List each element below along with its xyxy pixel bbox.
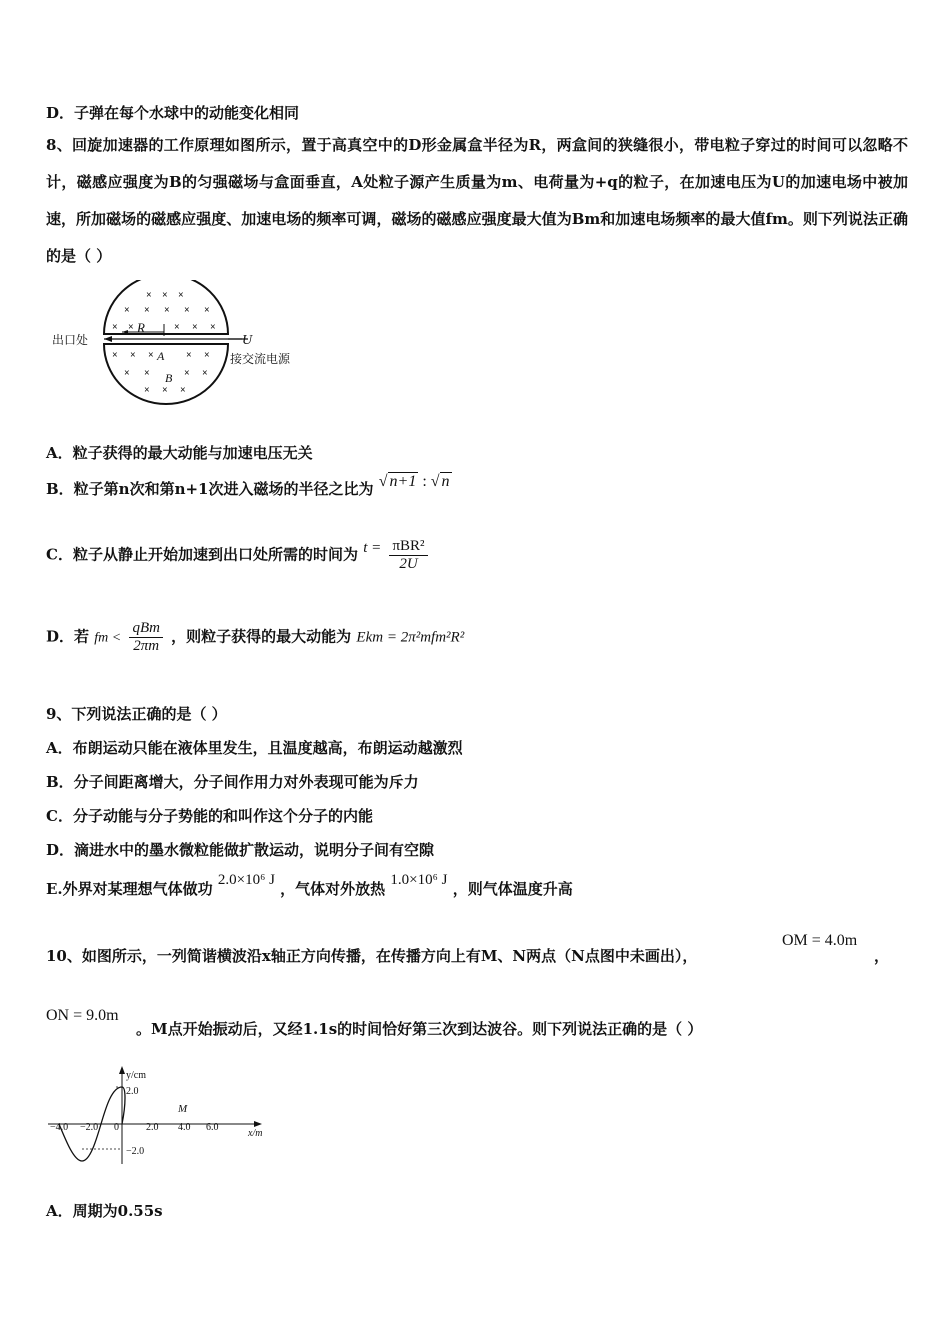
y-axis-label: y/cm xyxy=(126,1070,146,1081)
svg-text:×: × xyxy=(210,322,216,333)
heat-value: 1.0×10⁶ J xyxy=(390,872,448,888)
q10-stem-part2: 。M点开始振动后，又经1.1s的时间恰好第三次到达波谷。则下列说法正确的是（ ） xyxy=(136,1020,703,1038)
svg-text:×: × xyxy=(162,385,168,396)
q8-option-d: D．若 fm < $\frac{\text{qBm}}{2\pi m}$ ，则粒子获得的最大动能为 Ekm = 2π²mfm²R² xyxy=(46,620,465,654)
y-min-label: −2.0 xyxy=(126,1146,145,1157)
svg-text:×: × xyxy=(204,350,210,361)
q7-option-d: D．子弹在每个水球中的动能变化相同 xyxy=(46,104,300,122)
svg-text:×: × xyxy=(174,322,180,333)
svg-text:×: × xyxy=(192,322,198,333)
q10-stem-part1: 10、如图所示，一列简谐横波沿x轴正方向传播，在传播方向上有M、N两点（N点图中未画出）， xyxy=(46,947,698,965)
q8-option-b: B．粒子第n次和第n+1次进入磁场的半径之比为 √ n+1 : √ n xyxy=(46,473,450,498)
ac-source-label: 接交流电源 xyxy=(230,352,291,366)
q8-option-c: C．粒子从静止开始加速到出口处所需的时间为 t = $\frac{\text{πBR²}}{2U}$ xyxy=(46,538,431,573)
q8-stem: 8、回旋加速器的工作原理如图所示，置于高真空中的D形金属盒半径为R，两盒间的狭缝很小，带电粒子穿过的时间可以忽略不计，磁感应强度为B的匀强磁场与盒面垂直，A处粒子源产生质量为m、电荷量为+q的粒子，在加速电压为U的加速电场中被加速，所加磁场的磁感应强度、加速电场的频率可调，磁场的磁感应强度最大值为Bm和加速电场频率的最大值fm。则下列说法正确的是（ ） xyxy=(46,136,908,265)
point-m-label: M xyxy=(178,1103,188,1115)
svg-text:×: × xyxy=(144,368,150,379)
svg-text:×: × xyxy=(146,290,152,301)
om-distance: OM = 4.0m xyxy=(782,932,858,949)
svg-text:×: × xyxy=(112,350,118,361)
svg-text:×: × xyxy=(144,385,150,396)
svg-text:×: × xyxy=(202,368,208,379)
x-tick: 0 xyxy=(114,1122,119,1133)
x-tick: 6.0 xyxy=(206,1122,219,1133)
svg-text:×: × xyxy=(180,385,186,396)
x-tick: −4.0 xyxy=(50,1122,69,1133)
q9-option-b: B．分子间距离增大，分子间作用力对外表现可能为斥力 xyxy=(46,773,419,791)
svg-text:×: × xyxy=(162,290,168,301)
svg-text:×: × xyxy=(186,350,192,361)
svg-text:×: × xyxy=(124,368,130,379)
x-tick: 4.0 xyxy=(178,1122,191,1133)
x-tick: 2.0 xyxy=(146,1122,159,1133)
svg-text:×: × xyxy=(204,305,210,316)
wave-graph xyxy=(46,1064,276,1169)
q10-option-a: A．周期为0.55s xyxy=(46,1202,163,1220)
svg-text:×: × xyxy=(148,350,154,361)
svg-text:×: × xyxy=(184,305,190,316)
svg-text:×: × xyxy=(178,290,184,301)
svg-text:×: × xyxy=(112,322,118,333)
q9-option-e: E.外界对某理想气体做功 2.0×10⁶ J ，气体对外放热 1.0×10⁶ J ，则气体温度升高 xyxy=(46,872,573,898)
svg-text:×: × xyxy=(164,305,170,316)
q8-option-a: A．粒子获得的最大动能与加速电压无关 xyxy=(46,444,313,462)
q9-option-c: C．分子动能与分子势能的和叫作这个分子的内能 xyxy=(46,807,373,825)
exit-label: 出口处 xyxy=(52,333,89,347)
x-tick: −2.0 xyxy=(80,1122,99,1133)
voltage-u-label: U xyxy=(242,333,253,348)
svg-text:×: × xyxy=(130,350,136,361)
svg-text:×: × xyxy=(144,305,150,316)
max-kinetic-energy-formula: Ekm = 2π²mfm²R² xyxy=(356,629,465,646)
svg-text:×: × xyxy=(124,305,130,316)
time-formula: $\frac{\text{πBR²}}{2U}$ xyxy=(389,538,427,573)
on-distance: ON = 9.0m xyxy=(46,1007,119,1024)
frequency-condition-formula: $\frac{\text{qBm}}{2\pi m}$ xyxy=(129,620,163,655)
source-a-label: A xyxy=(157,349,165,363)
q9-option-d: D．滴进水中的墨水微粒能做扩散运动，说明分子间有空隙 xyxy=(46,841,435,859)
svg-text:×: × xyxy=(184,368,190,379)
radius-label: R xyxy=(137,320,145,335)
svg-text:×: × xyxy=(128,322,134,333)
work-value: 2.0×10⁶ J xyxy=(217,872,275,888)
q9-option-a: A．布朗运动只能在液体里发生，且温度越高，布朗运动越激烈 xyxy=(46,739,463,757)
comma: ， xyxy=(874,947,890,965)
y-max-label: 2.0 xyxy=(126,1086,139,1097)
q9-stem: 9、下列说法正确的是（ ） xyxy=(46,705,227,723)
radius-ratio-formula: √ n+1 : √ n xyxy=(378,473,450,490)
x-axis-label: x/m xyxy=(248,1128,263,1139)
field-b-label: B xyxy=(165,371,173,385)
cyclotron-figure xyxy=(52,280,312,410)
